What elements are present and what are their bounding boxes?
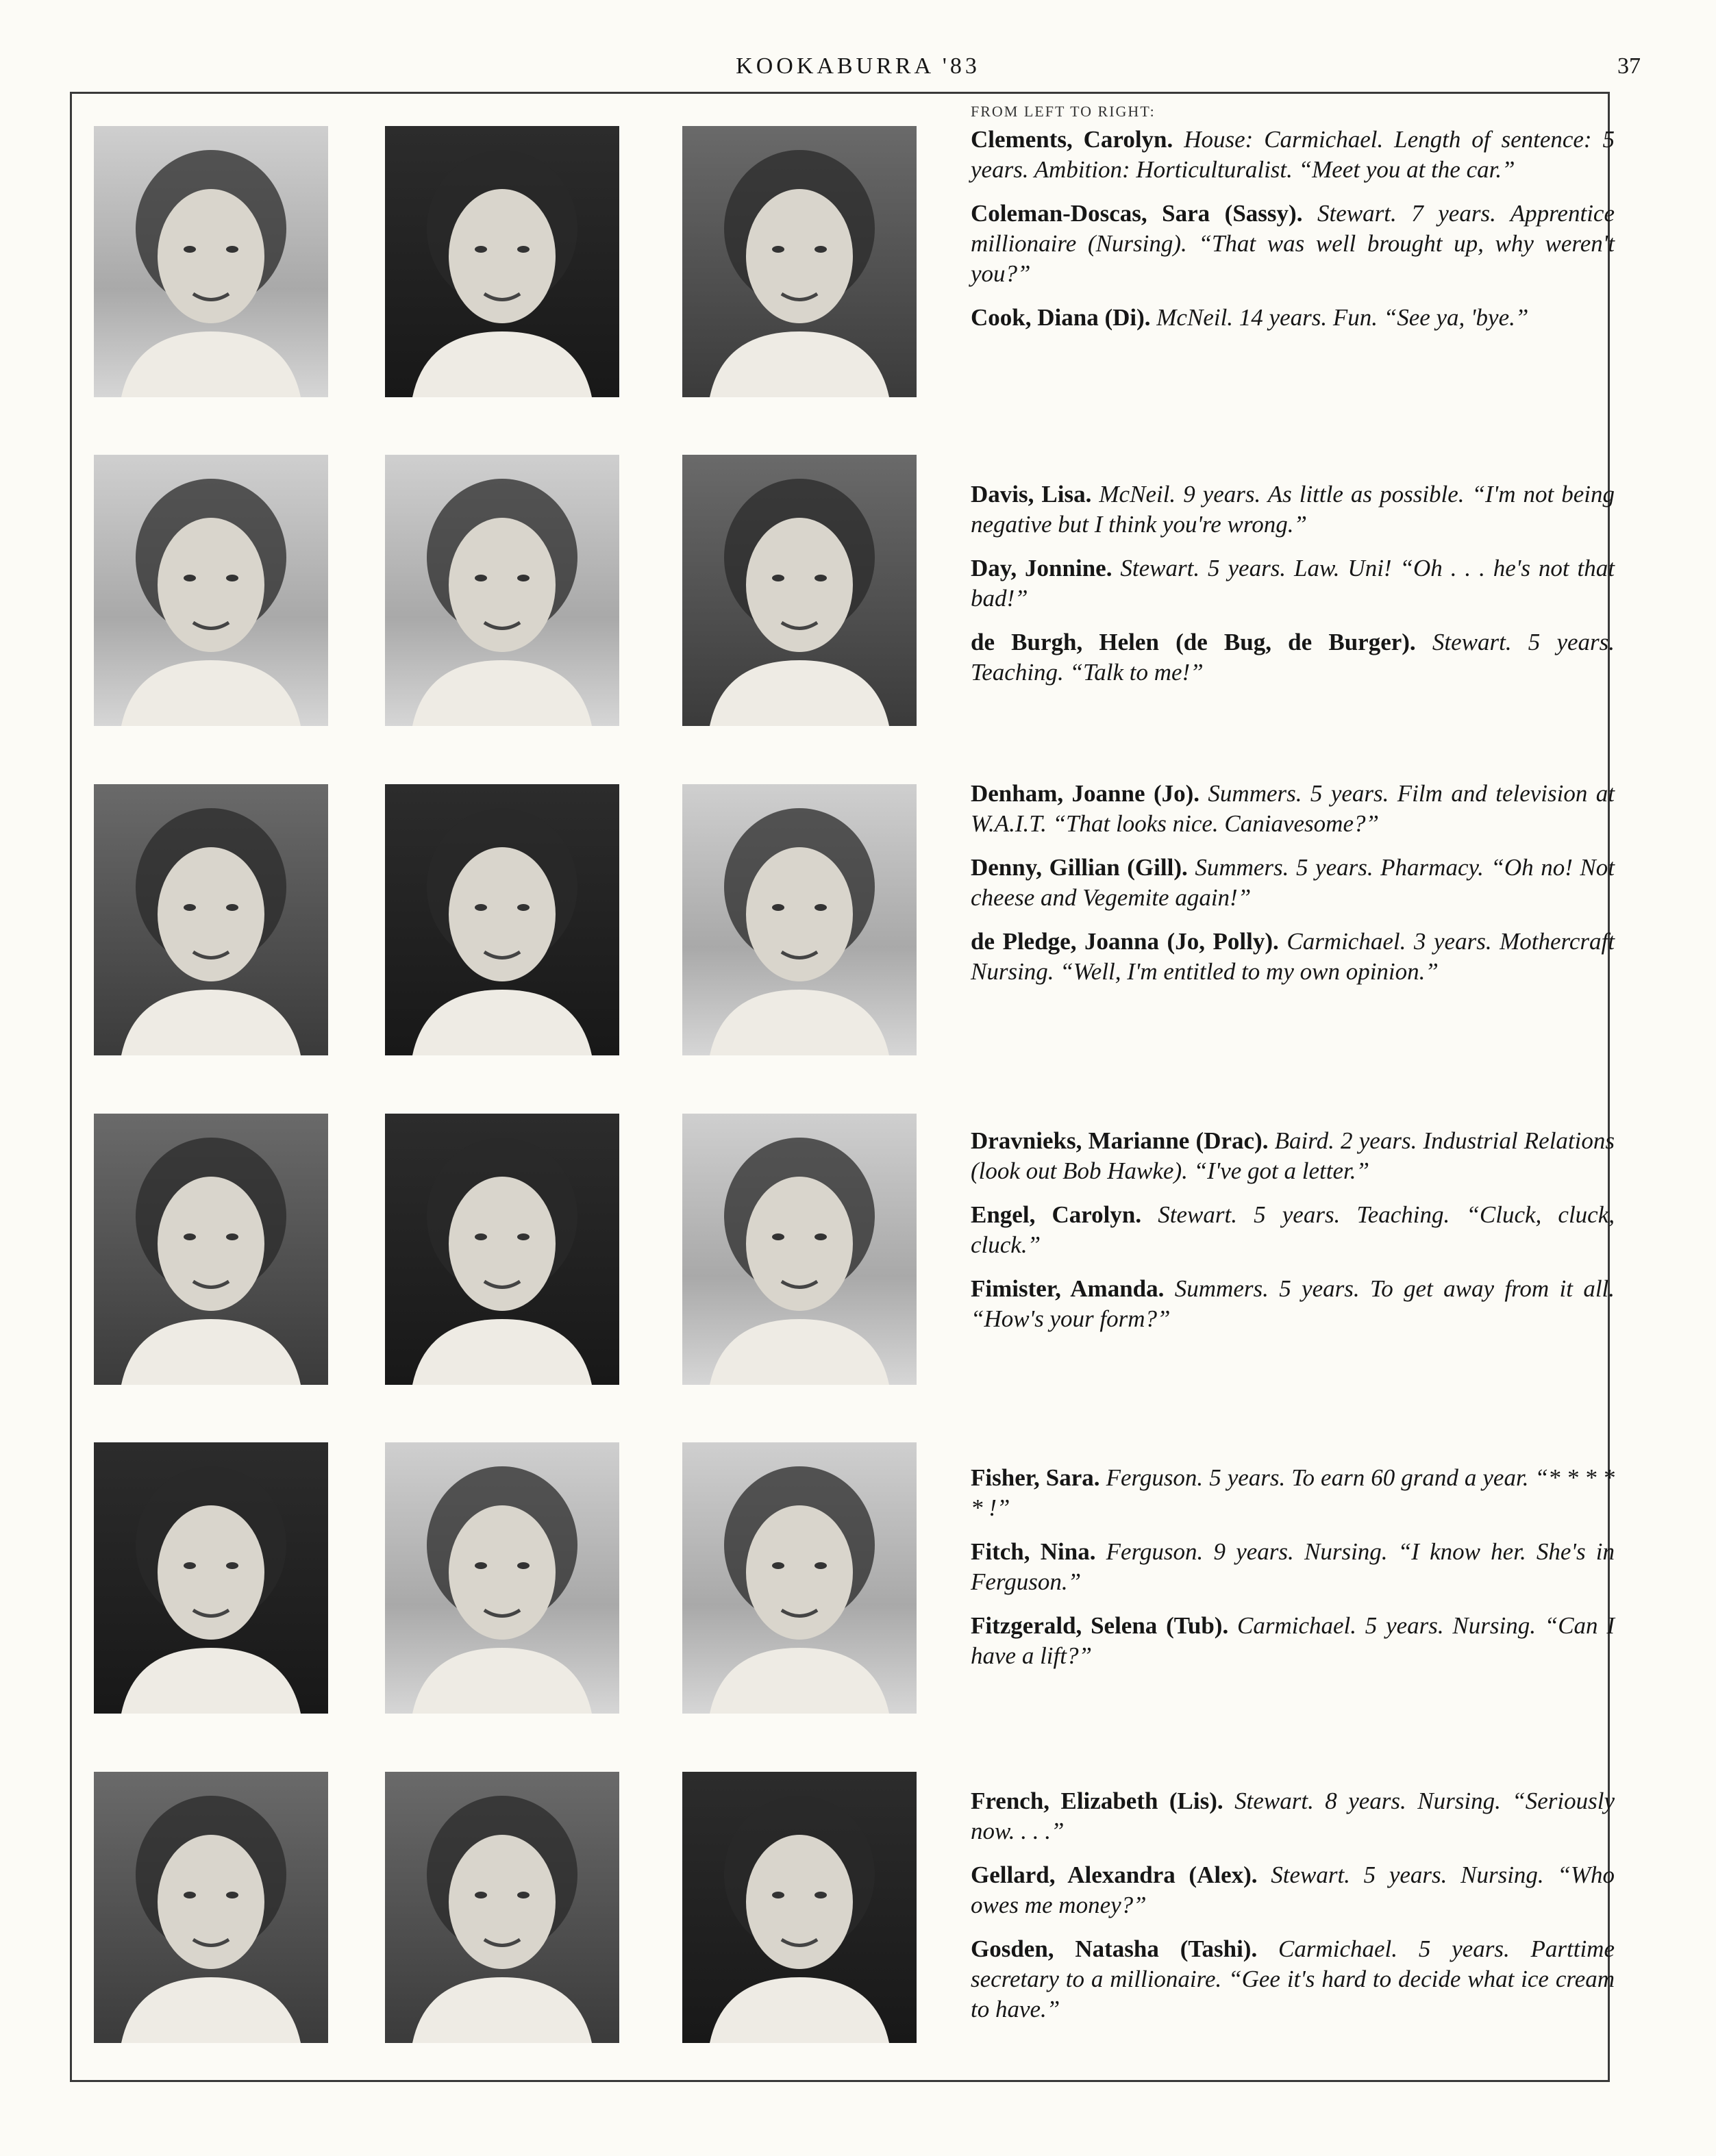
student-details: Carmichael. 3 years. Mothercraft Nursing. “Well, I'm entitled to my own opinion.” xyxy=(971,928,1615,985)
student-details: Stewart. 8 years. Nursing. “Seriously now. . . .” xyxy=(971,1788,1615,1844)
student-name: Gosden, Natasha (Tashi). xyxy=(971,1935,1258,1962)
portrait-photo xyxy=(94,1772,328,2043)
student-details: Summers. 5 years. Film and television at W.A.I.T. “That looks nice. Caniavesome?” xyxy=(971,780,1615,837)
student-entry xyxy=(971,1860,1615,1920)
student-details: Carmichael. 5 years. Parttime secretary to a millionaire. “Gee it's hard to decide what ice cream to have.” xyxy=(971,1935,1615,2022)
student-entry xyxy=(971,1200,1615,1260)
student-name: Engel, Carolyn. xyxy=(971,1201,1142,1228)
student-entry xyxy=(971,1463,1615,1523)
portrait-photo xyxy=(682,1114,917,1385)
student-details: Ferguson. 5 years. To earn 60 grand a year. “* * * * * !” xyxy=(971,1464,1615,1521)
intro-label: FROM LEFT TO RIGHT: xyxy=(971,103,1156,120)
portrait-photo xyxy=(385,455,619,726)
student-details: Summers. 5 years. To get away from it all. “How's your form?” xyxy=(971,1275,1615,1332)
portrait-photo xyxy=(682,455,917,726)
student-entry xyxy=(971,303,1615,333)
student-entry xyxy=(971,1274,1615,1334)
student-entry xyxy=(971,479,1615,540)
student-details: Carmichael. 5 years. Nursing. “Can I have a lift?” xyxy=(971,1612,1615,1669)
student-name: Fitzgerald, Selena (Tub). xyxy=(971,1612,1229,1639)
student-entry xyxy=(971,1126,1615,1186)
student-details: McNeil. 9 years. As little as possible. “I'm not being negative but I think you're wrong.” xyxy=(971,481,1615,538)
student-name: Dravnieks, Marianne (Drac). xyxy=(971,1127,1269,1154)
student-details: Baird. 2 years. Industrial Relations (look out Bob Hawke). “I've got a letter.” xyxy=(971,1127,1615,1184)
caption-group xyxy=(971,779,1615,1001)
student-name: Denny, Gillian (Gill). xyxy=(971,854,1188,881)
caption-group xyxy=(971,125,1615,347)
student-entry xyxy=(971,1537,1615,1597)
page-header xyxy=(0,53,1716,88)
student-name: Coleman-Doscas, Sara (Sassy). xyxy=(971,200,1303,227)
student-details: Stewart. 5 years. Law. Uni! “Oh . . . he's not that bad!” xyxy=(971,555,1615,612)
student-details: Stewart. 5 years. Teaching. “Cluck, cluck, cluck.” xyxy=(971,1201,1615,1258)
caption-group xyxy=(971,1126,1615,1348)
student-details: Stewart. 5 years. Teaching. “Talk to me!” xyxy=(971,629,1615,686)
portrait-photo xyxy=(385,1442,619,1714)
student-details: House: Carmichael. Length of sentence: 5 years. Ambition: Horticulturalist. “Meet you at the car.” xyxy=(971,126,1615,183)
student-entry xyxy=(971,627,1615,688)
student-details: Stewart. 7 years. Apprentice millionaire (Nursing). “That was well brought up, why weren't you?” xyxy=(971,200,1615,287)
student-name: Fisher, Sara. xyxy=(971,1464,1100,1491)
student-details: Summers. 5 years. Pharmacy. “Oh no! Not cheese and Vegemite again!” xyxy=(971,854,1615,911)
caption-group xyxy=(971,479,1615,701)
portrait-photo xyxy=(385,1772,619,2043)
student-entry xyxy=(971,1786,1615,1846)
portrait-photo xyxy=(385,784,619,1055)
student-name: Cook, Diana (Di). xyxy=(971,304,1151,331)
student-entry xyxy=(971,853,1615,913)
portrait-photo xyxy=(682,784,917,1055)
portrait-photo xyxy=(94,784,328,1055)
student-entry xyxy=(971,1611,1615,1671)
portrait-photo xyxy=(682,126,917,397)
journal-title: KOOKABURRA '83 xyxy=(736,53,980,79)
student-entry xyxy=(971,779,1615,839)
student-details: McNeil. 14 years. Fun. “See ya, 'bye.” xyxy=(1156,304,1529,331)
student-name: Gellard, Alexandra (Alex). xyxy=(971,1862,1258,1888)
caption-group xyxy=(971,1463,1615,1685)
student-entry xyxy=(971,125,1615,185)
student-entry xyxy=(971,199,1615,289)
student-name: Fimister, Amanda. xyxy=(971,1275,1165,1302)
student-name: Day, Jonnine. xyxy=(971,555,1112,581)
portrait-photo xyxy=(94,1114,328,1385)
student-name: Davis, Lisa. xyxy=(971,481,1092,507)
caption-group xyxy=(971,1786,1615,2038)
student-entry xyxy=(971,1934,1615,2025)
student-details: Stewart. 5 years. Nursing. “Who owes me money?” xyxy=(971,1862,1615,1918)
portrait-photo xyxy=(385,126,619,397)
student-name: French, Elizabeth (Lis). xyxy=(971,1788,1223,1814)
page-number: 37 xyxy=(1617,53,1641,79)
portrait-photo xyxy=(682,1442,917,1714)
portrait-photo xyxy=(94,126,328,397)
student-name: de Burgh, Helen (de Bug, de Burger). xyxy=(971,629,1416,655)
student-entry xyxy=(971,927,1615,987)
student-entry xyxy=(971,553,1615,614)
portrait-photo xyxy=(682,1772,917,2043)
student-name: de Pledge, Joanna (Jo, Polly). xyxy=(971,928,1279,955)
student-name: Fitch, Nina. xyxy=(971,1538,1096,1565)
student-details: Ferguson. 9 years. Nursing. “I know her. She's in Ferguson.” xyxy=(971,1538,1615,1595)
student-name: Denham, Joanne (Jo). xyxy=(971,780,1199,807)
portrait-photo xyxy=(94,455,328,726)
portrait-photo xyxy=(385,1114,619,1385)
student-name: Clements, Carolyn. xyxy=(971,126,1173,153)
portrait-photo xyxy=(94,1442,328,1714)
